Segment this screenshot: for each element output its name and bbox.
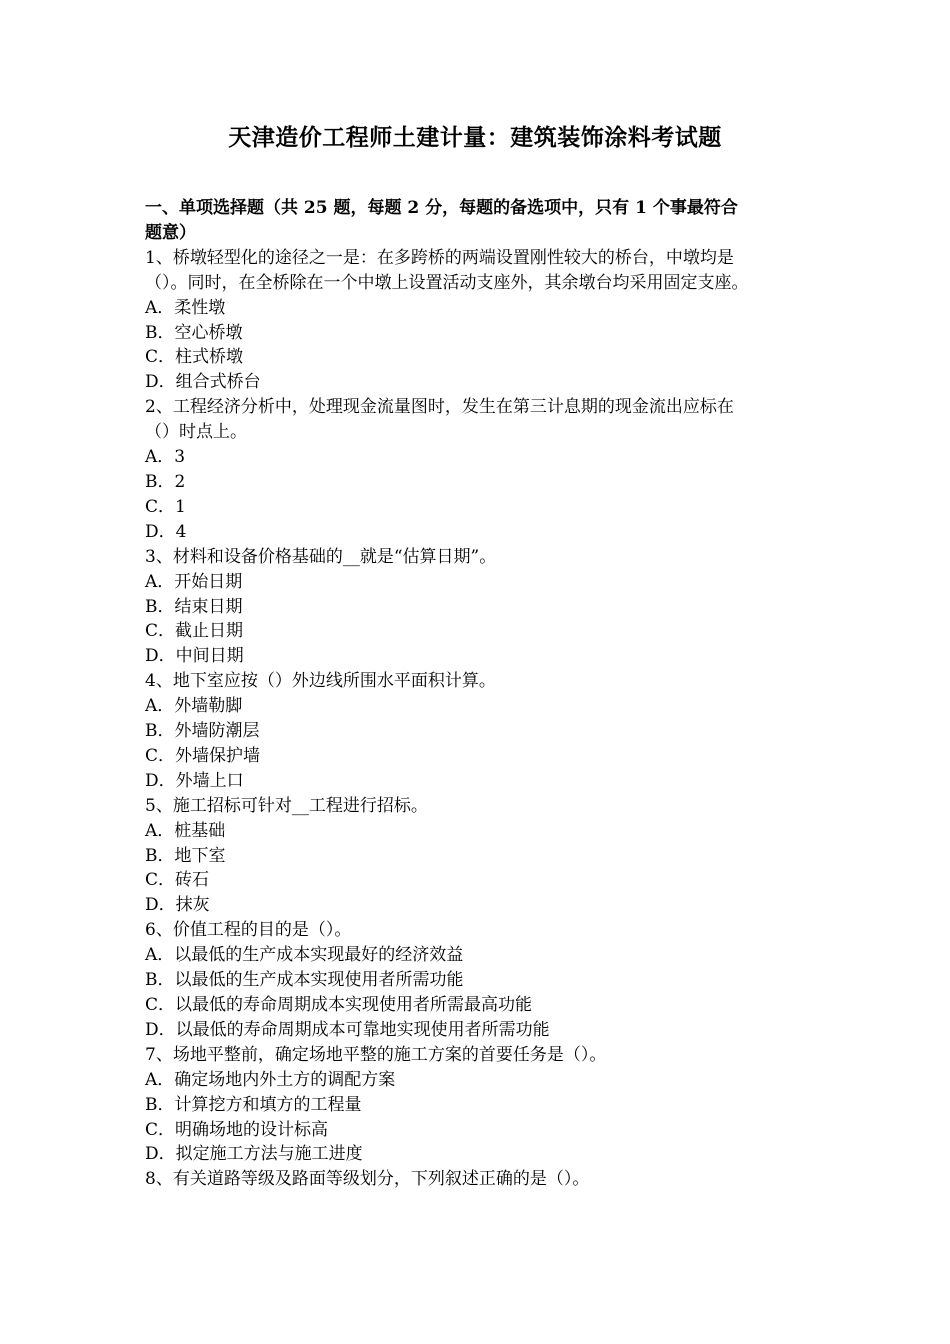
question-item — [145, 669, 809, 794]
answer-option: B．地下室 — [145, 845, 226, 866]
answer-option: C．明确场地的设计标高 — [145, 1119, 329, 1140]
answer-option: B．结束日期 — [145, 596, 243, 617]
answer-option: B．以最低的生产成本实现使用者所需功能 — [145, 970, 464, 991]
answer-option: C．1 — [145, 496, 186, 517]
answer-option: D．以最低的寿命周期成本可靠地实现使用者所需功能 — [145, 1019, 550, 1040]
question-item — [145, 545, 809, 670]
question-item — [145, 794, 809, 919]
answer-option: A．确定场地内外土方的调配方案 — [145, 1069, 396, 1090]
question-text: 5、施工招标可针对__工程进行招标。 — [145, 795, 428, 816]
answer-option: D．组合式桥台 — [145, 372, 261, 393]
answer-option: C．截止日期 — [145, 621, 244, 642]
answer-option: A．开始日期 — [145, 571, 243, 592]
answer-option: B．空心桥墩 — [145, 322, 243, 343]
answer-option: B．计算挖方和填方的工程量 — [145, 1094, 362, 1115]
answer-option: D．外墙上口 — [145, 770, 244, 791]
answer-option: C．以最低的寿命周期成本实现使用者所需最高功能 — [145, 995, 533, 1015]
answer-option: A．柔性墩 — [145, 297, 226, 318]
question-text: 2、工程经济分析中，处理现金流量图时，发生在第三计息期的现金流出应标在 — [145, 397, 734, 418]
answer-option: D．抹灰 — [145, 895, 210, 916]
answer-option: A．以最低的生产成本实现最好的经济效益 — [145, 945, 464, 966]
question-item — [145, 395, 809, 544]
question-text: （）。同时，在全桥除在一个中墩上设置活动支座外，其余墩台均采用固定支座。 — [145, 272, 749, 293]
answer-option: A．3 — [145, 447, 186, 468]
answer-option: B．外墙防潮层 — [145, 721, 260, 742]
section-heading-line: 题意） — [145, 222, 196, 243]
answer-option: D．4 — [145, 521, 187, 542]
section-heading — [145, 196, 809, 246]
answer-option: C．柱式桥墩 — [145, 347, 244, 368]
question-item — [145, 1043, 809, 1168]
question-text: 6、价值工程的目的是（）。 — [145, 920, 352, 941]
answer-option: A．桩基础 — [145, 820, 226, 841]
question-text: 7、场地平整前，确定场地平整的施工方案的首要任务是（）。 — [145, 1044, 607, 1065]
question-text: 3、材料和设备价格基础的__就是“估算日期”。 — [145, 546, 497, 567]
question-text: 4、地下室应按（）外边线所围水平面积计算。 — [145, 671, 496, 692]
answer-option: B．2 — [145, 471, 186, 492]
section-heading-line: 一、单项选择题（共 25 题，每题 2 分，每题的备选项中，只有 1 个事最符合 — [145, 198, 738, 218]
document-body — [145, 196, 809, 1192]
question-item — [145, 1167, 809, 1192]
answer-option: C．砖石 — [145, 870, 210, 891]
answer-option: D．中间日期 — [145, 646, 244, 667]
question-text: 1、桥墩轻型化的途径之一是：在多跨桥的两端设置刚性较大的桥台，中墩均是 — [145, 247, 734, 268]
question-list — [145, 246, 809, 1192]
question-item — [145, 918, 809, 1043]
question-item — [145, 246, 809, 395]
question-text: 8、有关道路等级及路面等级划分，下列叙述正确的是（）。 — [145, 1169, 590, 1190]
question-text: （）时点上。 — [145, 422, 247, 443]
answer-option: A．外墙勒脚 — [145, 696, 243, 717]
answer-option: D．拟定施工方法与施工进度 — [145, 1144, 363, 1165]
answer-option: C．外墙保护墙 — [145, 745, 261, 766]
document-title: 天津造价工程师土建计量：建筑装饰涂料考试题 — [228, 124, 722, 151]
